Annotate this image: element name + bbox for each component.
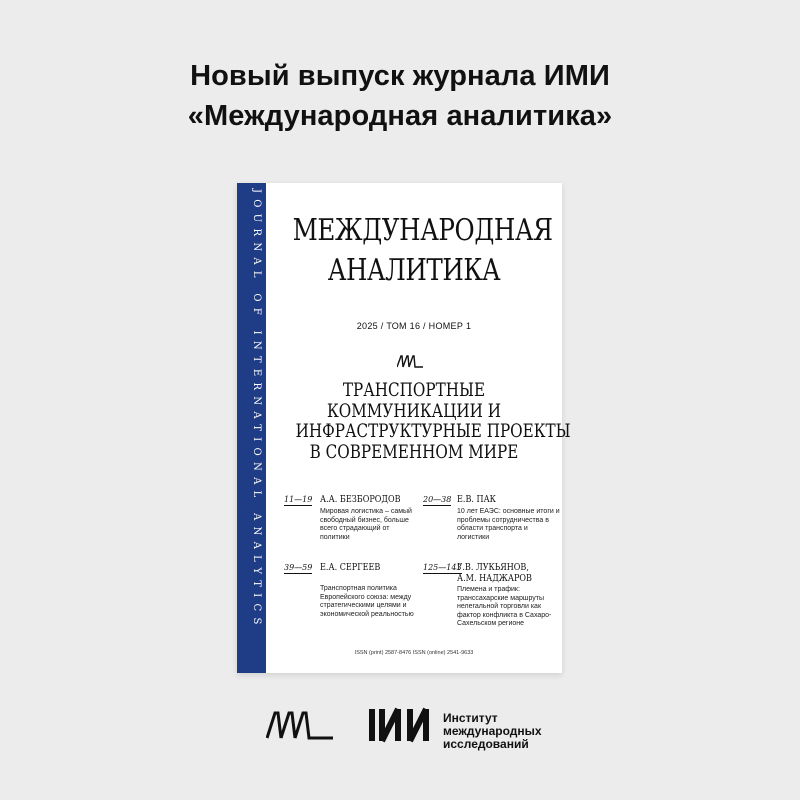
headline-line-2: «Международная аналитика» [187, 100, 613, 132]
theme-line: В СОВРЕМЕННОМ МИРЕ [309, 440, 519, 463]
imi-name-line: исследований [443, 737, 529, 751]
theme-line: КОММУНИКАЦИИ И [327, 399, 501, 422]
imi-logo-icon [368, 707, 438, 743]
journal-title [292, 211, 553, 291]
article-author: Е.В. ПАК [457, 494, 496, 505]
article-description: Мировая логистика – самый свободный бизнес, больше всего страдающий от политики [320, 508, 412, 541]
spine-text: JOURNAL OF INTERNATIONAL ANALYTICS [251, 189, 262, 631]
journal-title-line-2: АНАЛИТИКА [327, 253, 501, 288]
article-pages: 39—59 [284, 563, 313, 572]
article-pages: 20—38 [423, 495, 452, 504]
imi-name [443, 712, 542, 751]
article-description: 10 лет ЕАЭС: основные итоги и проблемы сотрудничества в области транспорта и логистики [457, 508, 560, 541]
article-description: Транспортная политика Европейского союза: между стратегическими целями и экономической реальностью [320, 585, 414, 618]
cover-spine [237, 183, 266, 673]
issue-theme [295, 379, 571, 463]
theme-line: ТРАНСПОРТНЫЕ [342, 379, 486, 401]
journal-title-line-1: МЕЖДУНАРОДНАЯ [292, 213, 553, 248]
article-author: А.М. НАДЖАРОВ [457, 573, 532, 584]
article-pages: 11—19 [284, 495, 313, 504]
journal-logo-icon [397, 355, 423, 368]
article-description: Племена и трафик: транссахарские маршруты нелегальной торговли как фактор конфликта в Сахаро-Сахельском регионе [457, 586, 552, 628]
article-pages: 125—143 [423, 563, 462, 572]
article-author: А.А. БЕЗБОРОДОВ [320, 494, 401, 505]
imi-name-line: Институт [443, 711, 498, 725]
issn-info: ISSN (print) 2587-8476 ISSN (online) 2541-9633 [354, 650, 474, 656]
article-author: Е.А. СЕРГЕЕВ [320, 562, 381, 573]
issue-info: 2025 / ТОМ 16 / НОМЕР 1 [356, 321, 472, 331]
journal-logo-icon [266, 710, 334, 740]
headline [0, 56, 800, 136]
theme-line: ИНФРАСТРУКТУРНЫЕ ПРОЕКТЫ [295, 420, 571, 442]
imi-name-line: международных [443, 724, 542, 738]
footer-logos [0, 700, 800, 750]
article-author: Г.В. ЛУКЬЯНОВ, [457, 562, 529, 573]
headline-line-1: Новый выпуск журнала ИМИ [190, 60, 610, 92]
journal-cover [237, 183, 571, 673]
